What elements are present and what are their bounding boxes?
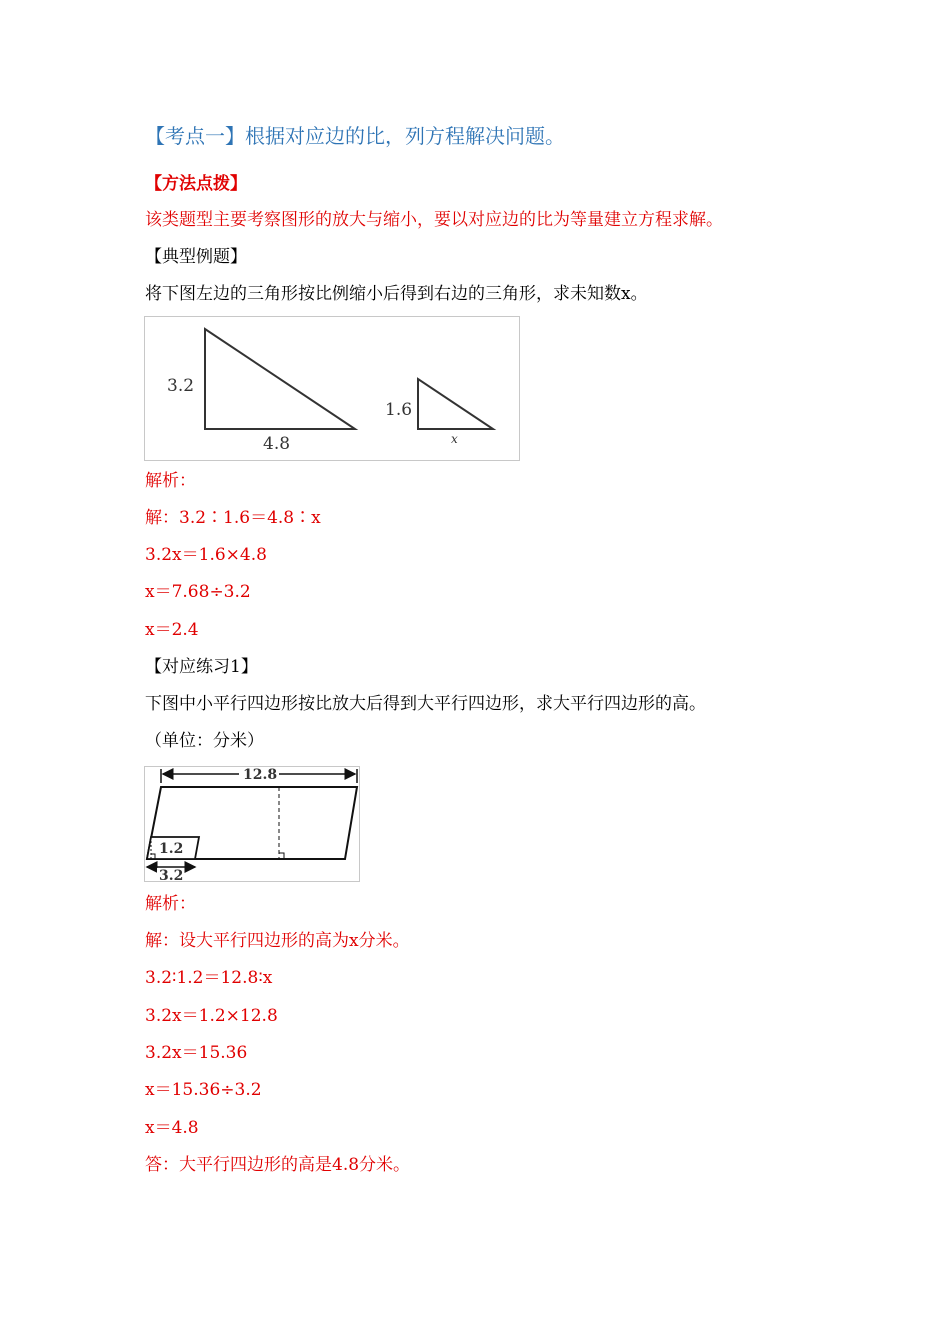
practice-header: 【对应练习1】 [145, 657, 258, 677]
example-header: 【典型例题】 [145, 247, 247, 267]
small-triangle [418, 379, 493, 429]
method-header: 【方法点拨】 [145, 174, 247, 194]
big-parallelogram-base-label: 12.8 [243, 767, 278, 783]
practice-solution-line-6: x＝4.8 [145, 1118, 199, 1138]
example-question: 将下图左边的三角形按比例缩小后得到右边的三角形，求未知数x。 [145, 284, 648, 304]
practice-question: 下图中小平行四边形按比放大后得到大平行四边形，求大平行四边形的高。 [145, 694, 706, 714]
big-triangle-base-label: 4.8 [263, 434, 291, 454]
small-parallelogram-base-label: 3.2 [159, 868, 184, 881]
triangles-figure [144, 316, 520, 461]
section-title: 【考点一】根据对应边的比，列方程解决问题。 [145, 124, 565, 148]
practice-solution-label: 解析： [145, 894, 196, 914]
example-solution-label: 解析： [145, 471, 196, 491]
small-triangle-base-label: x [451, 432, 458, 446]
example-solution-line-4: x＝2.4 [145, 620, 199, 640]
example-solution-line-2: 3.2x＝1.6×4.8 [145, 545, 267, 565]
method-text: 该类题型主要考察图形的放大与缩小，要以对应边的比为等量建立方程求解。 [145, 210, 723, 230]
example-solution-line-3: x＝7.68÷3.2 [145, 582, 251, 602]
parallelograms-figure [144, 766, 360, 882]
example-solution-line-1: 解：3.2∶1.6＝4.8∶x [145, 508, 321, 528]
practice-solution-line-4: 3.2x＝15.36 [145, 1043, 248, 1063]
practice-solution-line-3: 3.2x＝1.2×12.8 [145, 1006, 278, 1026]
practice-solution-line-5: x＝15.36÷3.2 [145, 1080, 262, 1100]
practice-solution-line-2: 3.2∶1.2＝12.8∶x [145, 968, 273, 988]
practice-unit: （单位：分米） [145, 731, 264, 751]
small-triangle-height-label: 1.6 [385, 400, 413, 420]
big-triangle-height-label: 3.2 [167, 376, 195, 396]
small-parallelogram-height-label: 1.2 [159, 841, 184, 857]
big-triangle [205, 329, 355, 429]
practice-solution-line-1: 解：设大平行四边形的高为x分米。 [145, 931, 410, 951]
practice-answer: 答：大平行四边形的高是4.8分米。 [145, 1155, 411, 1175]
